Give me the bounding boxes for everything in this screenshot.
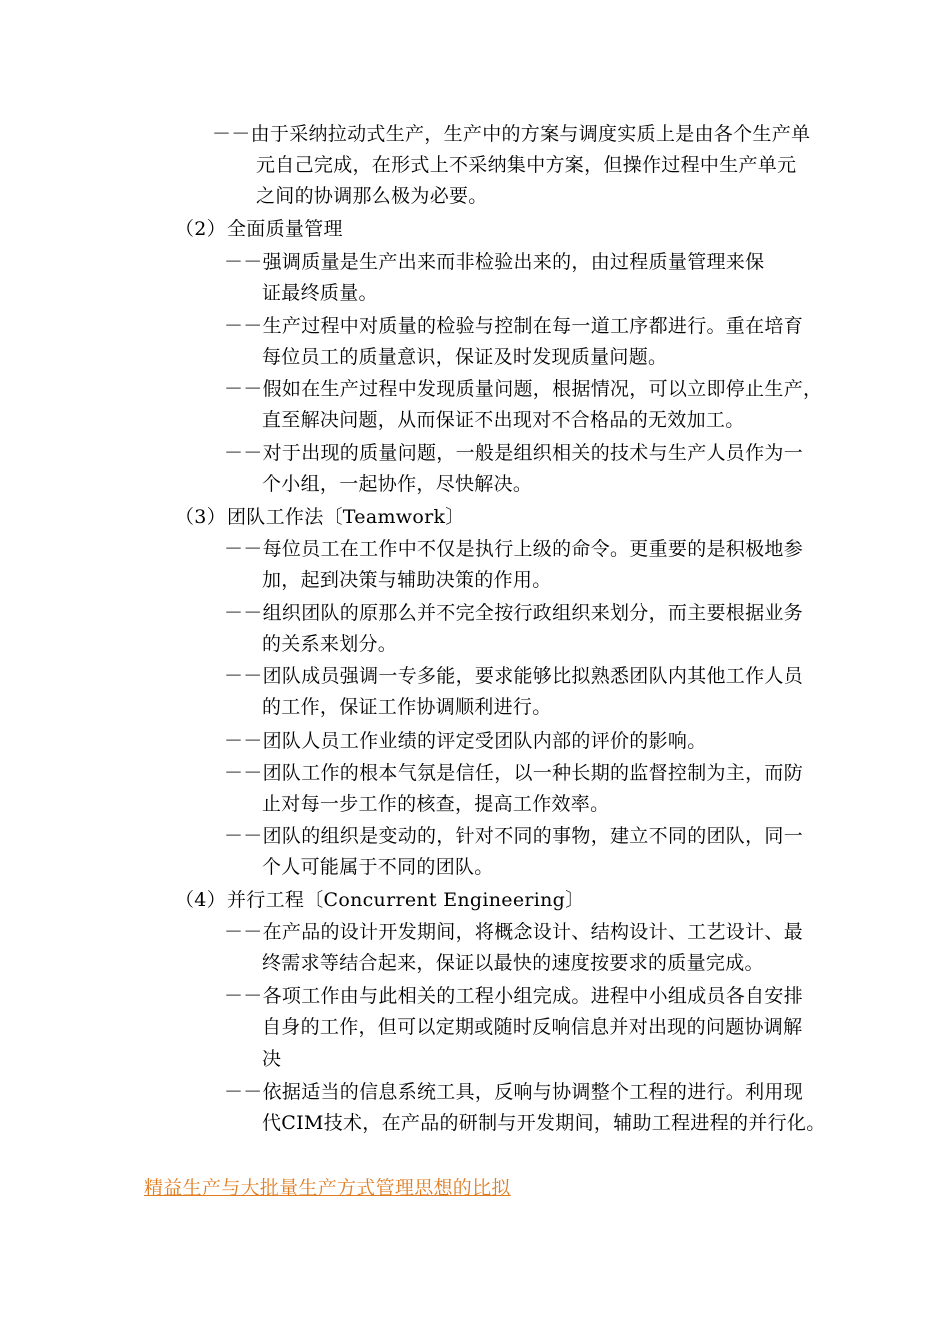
intro-line-3: 之间的协调那么极为必要。 [256, 185, 488, 207]
list-item-line: 止对每一步工作的核查，提高工作效率。 [262, 793, 610, 815]
list-item-line: －－生产过程中对质量的检验与控制在每一道工序都进行。重在培育 [224, 315, 804, 337]
list-item-line: －－对于出现的质量问题，一般是组织相关的技术与生产人员作为一 [224, 442, 804, 464]
comparison-link[interactable]: 精益生产与大批量生产方式管理思想的比拟 [144, 1177, 511, 1199]
section-title: 团队工作法〔Teamwork〕 [227, 506, 465, 528]
list-item-line: －－强调质量是生产出来而非检验出来的，由过程质量管理来保 [224, 251, 765, 273]
list-item-line: 加，起到决策与辅助决策的作用。 [262, 569, 552, 591]
list-item-line: －－各项工作由与此相关的工程小组完成。进程中小组成员各自安排 [224, 985, 804, 1007]
list-item-line: －－团队工作的根本气氛是信任，以一种长期的监督控制为主，而防 [224, 762, 804, 784]
list-item-line: 直至解决问题，从而保证不出现对不合格品的无效加工。 [262, 409, 745, 431]
list-item-line: －－团队成员强调一专多能，要求能够比拟熟悉团队内其他工作人员 [224, 665, 804, 687]
list-item-line: 个小组，一起协作，尽快解决。 [262, 473, 533, 495]
intro-line-1: －－由于采纳拉动式生产，生产中的方案与调度实质上是由各个生产单 [212, 123, 811, 145]
section-heading-3 [175, 505, 465, 529]
intro-line-2: 元自己完成，在形式上不采纳集中方案，但操作过程中生产单元 [256, 154, 797, 176]
list-item-line: －－假如在生产过程中发现质量问题，根据情况，可以立即停止生产， [224, 378, 823, 400]
list-item-line: 的工作，保证工作协调顺利进行。 [262, 696, 552, 718]
section-heading-2 [175, 217, 343, 241]
section-number: （2） [175, 218, 226, 240]
list-item-line: －－组织团队的原那么并不完全按行政组织来划分，而主要根据业务 [224, 602, 804, 624]
list-item-line: －－每位员工在工作中不仅是执行上级的命令。更重要的是积极地参 [224, 538, 804, 560]
list-item-line: 的关系来划分。 [262, 633, 398, 655]
section-title: 并行工程〔Concurrent Engineering〕 [227, 889, 585, 911]
list-item-line: －－依据适当的信息系统工具，反响与协调整个工程的进行。利用现 [224, 1081, 804, 1103]
list-item-line: 代CIM技术，在产品的研制与开发期间，辅助工程进程的并行化。 [262, 1112, 826, 1134]
list-item-line: －－团队的组织是变动的，针对不同的事物，建立不同的团队，同一 [224, 825, 804, 847]
list-item-line: 终需求等结合起来，保证以最快的速度按要求的质量完成。 [262, 952, 764, 974]
section-number: （4） [175, 889, 226, 911]
list-item-line: －－团队人员工作业绩的评定受团队内部的评价的影响。 [224, 730, 707, 752]
list-item-line: 决 [262, 1048, 282, 1070]
list-item-line: －－在产品的设计开发期间，将概念设计、结构设计、工艺设计、最 [224, 921, 804, 943]
section-number: （3） [175, 506, 226, 528]
list-item-line: 证最终质量。 [262, 282, 378, 304]
section-title: 全面质量管理 [227, 218, 343, 240]
list-item-line: 个人可能属于不同的团队。 [262, 856, 494, 878]
list-item-line: 每位员工的质量意识，保证及时发现质量问题。 [262, 346, 668, 368]
section-heading-4 [175, 888, 584, 912]
list-item-line: 自身的工作，但可以定期或随时反响信息并对出现的问题协调解 [262, 1016, 803, 1038]
